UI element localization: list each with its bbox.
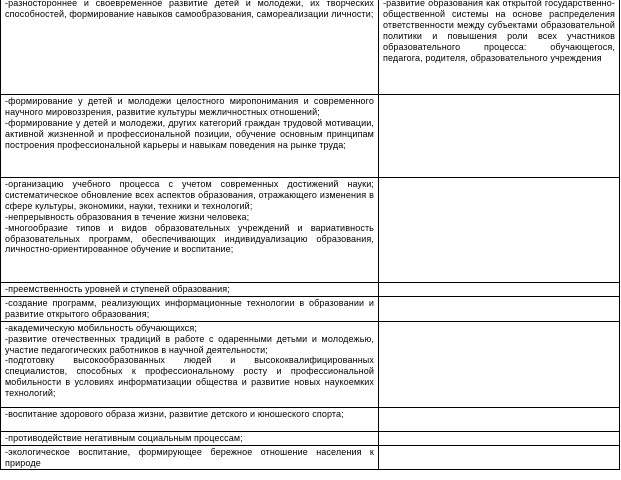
table-cell-right	[379, 321, 620, 407]
table-row	[1, 178, 620, 283]
text-line: -развитие отечественных традиций в работе с одаренными детьми и молодежью, участие педагогических работников в научной деятельности;	[5, 333, 377, 355]
table-cell-right	[379, 95, 620, 178]
table-row	[1, 321, 620, 407]
table-cell-left	[1, 407, 379, 431]
text-line: -непрерывность образования в течение жизни человека;	[5, 211, 250, 222]
table-row	[1, 95, 620, 178]
table-cell-left	[1, 283, 379, 297]
table-cell-left	[1, 321, 379, 407]
table-cell-left	[1, 296, 379, 321]
text-line: -подготовку высокообразованных людей и высококвалифицированных специалистов, способных к профессиональному росту и профессиональной мобильности в условиях информатизации общества и развитие новых наукоемких технологий;	[5, 355, 377, 399]
table-row	[1, 431, 620, 445]
text-line: -противодействие негативным социальным процессам;	[5, 432, 243, 443]
table-row	[1, 283, 620, 297]
text-line: -воспитание здорового образа жизни, развитие детского и юношеского спорта;	[5, 408, 344, 419]
table-cell-right	[379, 445, 620, 470]
text-line: -создание программ, реализующих информационные технологии в образовании и развитие открытого образования;	[5, 297, 377, 319]
table-cell-right	[379, 431, 620, 445]
text-line: -многообразие типов и видов образовательных учреждений и вариативность образовательных программ, обеспечивающих индивидуализацию образования, личностно-ориентированное обучение и воспитание;	[5, 222, 377, 255]
text-line: -формирование у детей и молодежи, других категорий граждан трудовой мотивации, активной жизненной и профессиональной позиции, обучение основным принципам построения профессиональной карьеры и навыкам поведения на рынке труда;	[5, 117, 377, 150]
table-cell-left	[1, 431, 379, 445]
text-line: -экологическое воспитание, формирующее бережное отношение населения к природе	[5, 446, 377, 468]
table-cell-left	[1, 445, 379, 470]
table-cell-right	[379, 178, 620, 283]
table-cell-right	[379, 296, 620, 321]
table-cell-right	[379, 407, 620, 431]
table-cell-left	[1, 0, 379, 95]
text-line: -формирование у детей и молодежи целостного миропонимания и современного научного мировоззрения, развитие культуры межличностных отношений;	[5, 96, 377, 117]
table-cell-left	[1, 178, 379, 283]
table-row	[1, 0, 620, 95]
text-line: -развитие образования как открытой государственно-общественной системы на основе распределения ответственности между субъектами образовательной политики и повышения роли всех участников образовательного процесса: обучающегося, педагога, родителя, образовательного учреждения	[383, 0, 618, 63]
text-line: -разностороннее и своевременное развитие детей и молодежи, их творческих способностей, формирование навыков самообразования, самореализации личности;	[5, 0, 377, 19]
table-cell-left	[1, 95, 379, 178]
text-line: -академическую мобильность обучающихся;	[5, 322, 197, 333]
table-cell-right	[379, 0, 620, 95]
table-row	[1, 407, 620, 431]
text-line: -организацию учебного процесса с учетом современных достижений науки; систематическое обновление всех аспектов образования, отражающего изменения в сфере культуры, экономики, науки, техники и технологий;	[5, 179, 377, 211]
table-cell-right	[379, 283, 620, 297]
table-row	[1, 296, 620, 321]
table-row	[1, 445, 620, 470]
text-line: -преемственность уровней и ступеней образования;	[5, 284, 230, 294]
